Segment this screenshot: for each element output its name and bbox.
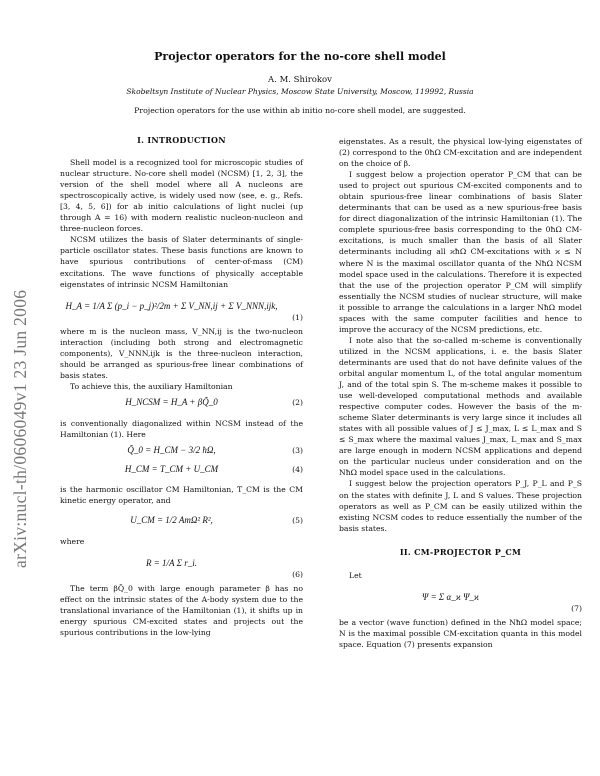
abstract: Projection operators for the use within ab initio no-core shell model, are suggested. — [134, 106, 466, 115]
equation-4 — [60, 464, 303, 484]
paragraph: NCSM utilizes the basis of Slater determinants of single-particle oscillator states. These basis functions are known to have spurious contributions of center-of-mass (CM) excitations. The wave functions of physically acceptable eigenstates of intrinsic NCSM Hamiltonian — [60, 235, 303, 289]
paragraph: The term βQ̃_0 with large enough parameter β has no effect on the intrinsic states of the A-body system due to the translational invariance of the Hamiltonian (1), it shifts up in energy spurious CM-excited states and projects out the spurious contributions in the low-lying — [60, 584, 303, 638]
equation-number: (6) — [292, 570, 303, 580]
equation-body: H_NCSM = H_A + βQ̃_0 — [125, 396, 218, 407]
equation-number: (2) — [292, 397, 303, 407]
paragraph: be a vector (wave function) defined in the NħΩ model space; N is the maximal possible CM-excitation quanta in this model space. Equation (7) presents expansion — [339, 617, 582, 649]
equation-7 — [339, 581, 582, 617]
section-heading-cm-projector: II. CM-PROJECTOR P_CM — [399, 546, 522, 557]
equation-body: Q̃_0 = H_CM − 3/2 ħΩ, — [127, 444, 216, 455]
left-column — [60, 135, 303, 638]
right-column — [339, 136, 582, 650]
equation-number: (1) — [292, 312, 303, 322]
paragraph: I note also that the so-called m-scheme is conventionally utilized in the NCSM applications, i. e. the basis Slater determinants are used that do not have definite values of the orbital angular momentum L, of the total angular momentum J, and of the total spin S. The m-scheme makes it possible to use well-developed computational methods and available respective computer codes. However the basis of the m-scheme Slater determinants is very large since it includes all states with all possible values of J ≤ J_max, L ≤ L_max and S ≤ S_max where the maximal values J_max, L_max and S_max are large enough in modern NCSM applications and depend on the particular nucleus under consideration and on the NħΩ model space used in the calculations. — [339, 335, 582, 478]
affiliation: Skobeltsyn Institute of Nuclear Physics, Moscow State University, Moscow, 119992, Russia — [126, 87, 474, 96]
equation-number: (7) — [571, 603, 582, 613]
equation-2 — [60, 392, 303, 418]
equation-3 — [60, 440, 303, 464]
equation-body: U_CM = 1/2 AmΩ² R², — [130, 515, 213, 526]
equation-body: R = 1/A Σ r_i. — [145, 558, 197, 569]
equation-body: H_CM = T_CM + U_CM — [124, 463, 219, 474]
author: A. M. Shirokov — [268, 75, 332, 85]
paper-title: Projector operators for the no-core shell model — [154, 50, 446, 63]
equation-5 — [60, 506, 303, 536]
paragraph: Let — [349, 570, 362, 580]
equation-6 — [60, 547, 303, 583]
paragraph: where m is the nucleon mass, V_NN,ij is the two-nucleon interaction (including both strong and electromagnetic components), V_NNN,ijk is the three-nucleon interaction, should be arranged as spurious-free linear combinations of basis states. — [60, 326, 303, 380]
paragraph: is conventionally diagonalized within NCSM instead of the Hamiltonian (1). Here — [60, 418, 303, 439]
arxiv-identifier: arXiv:nucl-th/0606049v1 23 Jun 2006 — [10, 289, 30, 568]
equation-1 — [60, 290, 303, 326]
paragraph: is the harmonic oscillator CM Hamiltonian, T_CM is the CM kinetic energy operator, and — [60, 484, 303, 506]
equation-body: H_A = 1/A Σ (p_i − p_j)²/2m + Σ V_NN,ij + Σ V_NNN,ijk, — [65, 300, 278, 311]
equation-number: (4) — [292, 464, 303, 474]
paragraph: Shell model is a recognized tool for microscopic studies of nuclear structure. No-core shell model (NCSM) [1, 2, 3], the version of the shell model where all A nucleons are spectroscopically active, is widely used now (see, e. g., Refs. [3, 4, 5, 6]) for ab initio calculations of light nuclei (up through A = 16) with modern realistic nucleon-nucleon and three-nucleon forces. — [60, 158, 303, 234]
paragraph: To achieve this, the auxiliary Hamiltonian — [70, 381, 233, 391]
paragraph: eigenstates. As a result, the physical low-lying eigenstates of (2) correspond to the 0ħΩ CM-excitation and are independent on the choice of β. — [339, 137, 582, 169]
paragraph: I suggest below a projection operator P_CM that can be used to project out spurious CM-excited components and to obtain spurious-free linear combinations of basis Slater determinants that can be used as a new spurious-free basis for direct diagonalization of the intrinsic Hamiltonian (1). The complete spurious-free basis corresponding to the 0ħΩ CM-excitations, is much smaller than the basis of all Slater determinants including all ϰħΩ CM-excitations with ϰ ≤ N where N is the maximal oscillator quanta of the NħΩ NCSM model space used in the calculations. Therefore it is expected that the use of the projection operator P_CM will simplify essentially the NCSM studies of nuclear structure, will make it possible to arrange the calculations in a larger NħΩ model spaces with the same computer facilities and hence to improve the accuracy of the NCSM predictions, etc. — [339, 170, 582, 334]
paragraph: I suggest below the projection operators P_J, P_L and P_S on the states with definite J, L and S values. These projection operators as well as P_CM can be easily utilized within the existing NCSM codes to reduce essentially the number of the basis states. — [339, 479, 582, 533]
paragraph: where — [60, 537, 85, 547]
section-heading-introduction: I. INTRODUCTION — [137, 135, 226, 145]
equation-number: (3) — [292, 445, 303, 455]
equation-body: Ψ = Σ α_ϰ Ψ_ϰ — [422, 591, 479, 602]
equation-number: (5) — [292, 516, 303, 526]
